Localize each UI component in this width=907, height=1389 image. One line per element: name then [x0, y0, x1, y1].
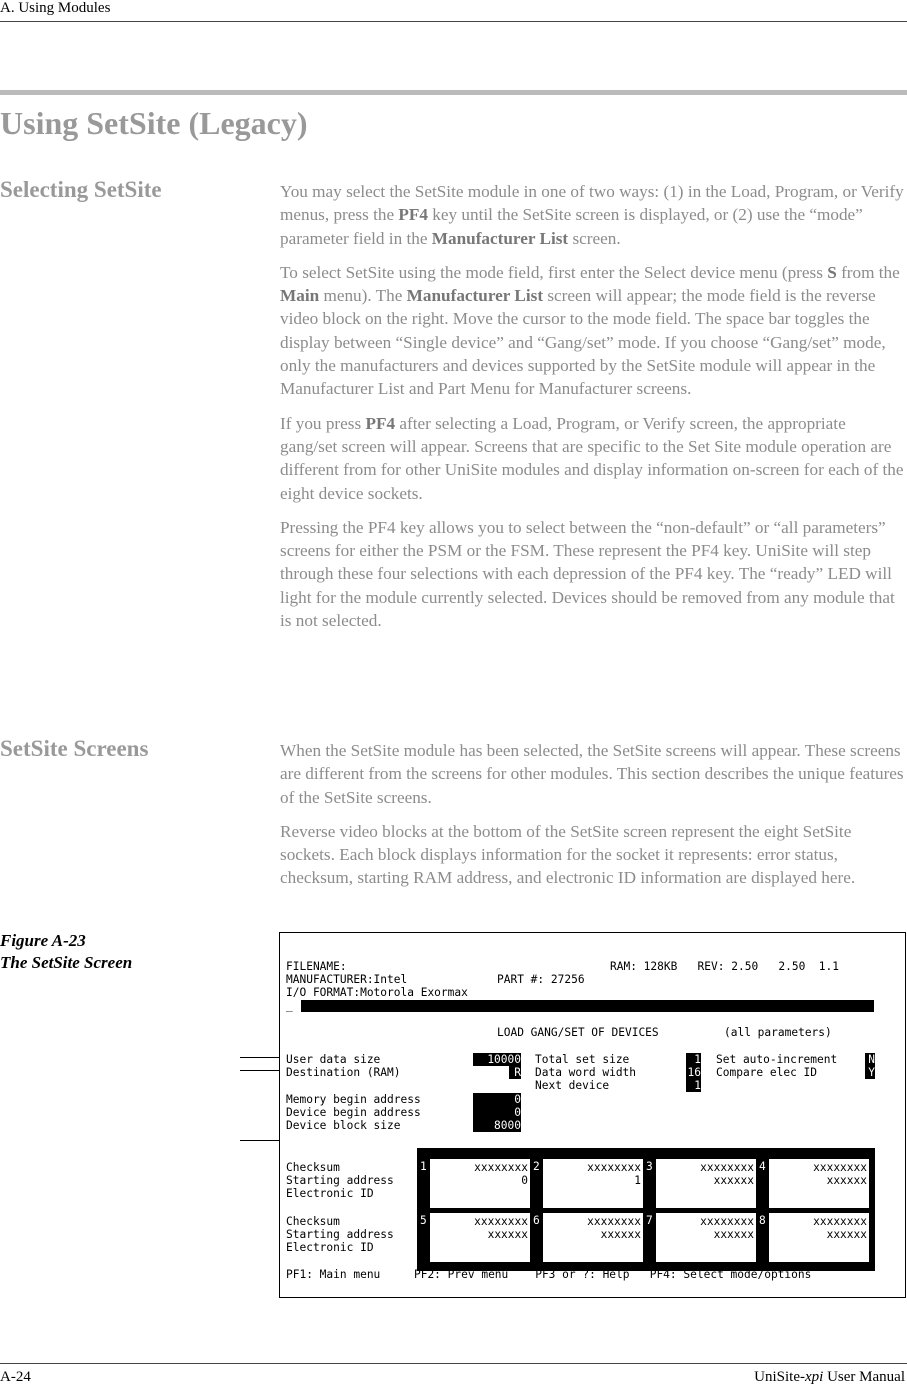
- footer-rule: [0, 1363, 907, 1364]
- socket-checksum: xxxxxxxx: [813, 1161, 867, 1174]
- param-label: Memory begin address: [286, 1093, 421, 1106]
- param-value[interactable]: 8000: [473, 1119, 521, 1132]
- socket-checksum: xxxxxxxx: [813, 1215, 867, 1228]
- socket-label: Starting address: [286, 1228, 394, 1241]
- socket-start: xxxxxx: [600, 1228, 641, 1241]
- io-format-line: I/O FORMAT:Motorola Exormax: [286, 986, 468, 999]
- function-key-bar: PF1: Main menu PF2: Prev menu PF3 or ?: Help PF4: Select mode/options: [286, 1268, 812, 1281]
- header-rule: [0, 21, 907, 22]
- param-label: Next device: [535, 1079, 610, 1092]
- paragraph: If you press PF4 after selecting a Load, Program, or Verify screen, the appropriate gang/set screen will appear. Screens that are specific to the Set Site module operation are different from for other UniSite modules and display information on-screen for each of the eight device sockets.: [280, 413, 904, 503]
- figure-label: Figure A-23: [0, 931, 86, 950]
- socket-label: Electronic ID: [286, 1187, 374, 1200]
- figure-caption: [0, 930, 132, 974]
- socket-label: Checksum: [286, 1161, 340, 1174]
- socket-start: xxxxxx: [713, 1228, 754, 1241]
- bold-term: S: [827, 262, 837, 282]
- bold-term: PF4: [365, 413, 396, 433]
- page-title: Using SetSite (Legacy): [0, 105, 308, 141]
- part-line: PART #: 27256: [497, 973, 585, 986]
- socket-number: 6: [533, 1214, 540, 1227]
- param-value[interactable]: N: [865, 1053, 875, 1066]
- ram-rev-line: RAM: 128KB REV: 2.50 2.50 1.1: [610, 960, 840, 973]
- setsite-screen: [279, 932, 906, 1298]
- socket-label: Electronic ID: [286, 1241, 374, 1254]
- param-label: Destination (RAM): [286, 1066, 401, 1079]
- socket-number: 2: [533, 1160, 540, 1173]
- param-label: Set auto-increment: [716, 1053, 838, 1066]
- bold-term: Manufacturer List: [406, 286, 544, 306]
- manual-title: [754, 1369, 905, 1386]
- command-line-bar: [301, 1000, 874, 1012]
- mode-note: (all parameters): [724, 1026, 832, 1039]
- param-value[interactable]: 16: [687, 1066, 701, 1079]
- socket-start: xxxxxx: [826, 1174, 867, 1187]
- param-value[interactable]: 1: [686, 1053, 701, 1066]
- socket-number: 1: [420, 1160, 427, 1173]
- socket-start: 0: [521, 1174, 528, 1187]
- socket-number: 3: [646, 1160, 653, 1173]
- param-label: Device begin address: [286, 1106, 421, 1119]
- socket-checksum: xxxxxxxx: [474, 1161, 528, 1174]
- bold-term: PF4: [398, 205, 428, 225]
- bold-term: Main: [280, 286, 320, 306]
- socket-start: xxxxxx: [826, 1228, 867, 1241]
- manufacturer-line: MANUFACTURER:Intel: [286, 973, 408, 986]
- paragraph: Pressing the PF4 key allows you to select between the “non-default” or “all parameters” screens for either the PSM or the FSM. These represent the PF4 key. UniSite will step through these four selections with each depression of the PF4 key. The “ready” LED will light for the module currently selected. Devices should be removed from any module that is not selected.: [280, 517, 895, 631]
- socket-block: [419, 1157, 532, 1210]
- param-label: Device block size: [286, 1119, 401, 1132]
- manual-title-suffix: User Manual: [823, 1369, 905, 1385]
- running-header: A. Using Modules: [0, 0, 111, 16]
- filename-label: FILENAME:: [286, 960, 347, 973]
- socket-number: 8: [759, 1214, 766, 1227]
- paragraph: Reverse video blocks at the bottom of the SetSite screen represent the eight SetSite sockets. Each block displays information for the socket it represents: error status, checksum, starting RAM address, and electronic ID information are displayed here.: [280, 821, 856, 888]
- param-value[interactable]: 1: [686, 1079, 701, 1092]
- mode-title: LOAD GANG/SET OF DEVICES: [497, 1026, 659, 1039]
- socket-checksum: xxxxxxxx: [587, 1161, 641, 1174]
- manual-title-italic: xpi: [805, 1369, 824, 1385]
- socket-checksum: xxxxxxxx: [474, 1215, 528, 1228]
- manual-title-prefix: UniSite-: [754, 1369, 806, 1385]
- param-value[interactable]: Y: [865, 1066, 875, 1079]
- section-body-selecting: [280, 180, 905, 643]
- param-value[interactable]: 10000: [473, 1053, 521, 1066]
- param-label: Compare elec ID: [716, 1066, 818, 1079]
- bold-term: Manufacturer List: [431, 228, 569, 248]
- page-number: A-24: [0, 1369, 31, 1385]
- socket-checksum: xxxxxxxx: [700, 1161, 754, 1174]
- socket-start: xxxxxx: [713, 1174, 754, 1187]
- socket-label: Starting address: [286, 1174, 394, 1187]
- socket-label: Checksum: [286, 1215, 340, 1228]
- socket-number: 7: [646, 1214, 653, 1227]
- socket-block: [532, 1211, 645, 1264]
- socket-block: [758, 1157, 871, 1210]
- socket-block: [419, 1211, 532, 1264]
- section-heading-screens: SetSite Screens: [0, 736, 149, 761]
- param-value[interactable]: R: [509, 1066, 521, 1079]
- paragraph: When the SetSite module has been selected, the SetSite screens will appear. These screens are different from the screens for other modules. This section describes the unique features of the SetSite screens.: [280, 741, 904, 807]
- socket-checksum: xxxxxxxx: [700, 1215, 754, 1228]
- figure-title: The SetSite Screen: [0, 953, 133, 972]
- socket-block: [532, 1157, 645, 1210]
- socket-block: [645, 1211, 758, 1264]
- param-value[interactable]: 0: [473, 1106, 521, 1119]
- socket-start: 1: [634, 1174, 641, 1187]
- paragraph: To select SetSite using the mode field, first enter the Select device menu (press S from the Main menu). The Manufacturer List screen will appear; the mode field is the reverse video block on the right. Move the cursor to the mode field. The space bar toggles the display between “Single device” and “Gang/set” mode. If you choose “Gang/set” mode, only the manufacturers and devices supported by the SetSite module will appear in the Manufacturer List and Part Menu for Manufacturer screens.: [280, 262, 900, 399]
- title-rule: [0, 90, 907, 95]
- param-label: Data word width: [535, 1066, 637, 1079]
- socket-number: 4: [759, 1160, 766, 1173]
- paragraph: You may select the SetSite module in one of two ways: (1) in the Load, Program, or Verify menus, press the PF4 key until the SetSite screen is displayed, or (2) use the “mode” parameter field in the Manufacturer List screen.: [280, 182, 904, 248]
- socket-block: [758, 1211, 871, 1264]
- param-label: User data size: [286, 1053, 381, 1066]
- param-value[interactable]: 0: [473, 1093, 521, 1106]
- section-heading-selecting: Selecting SetSite: [0, 177, 162, 202]
- socket-start: xxxxxx: [487, 1228, 528, 1241]
- section-body-screens: [280, 739, 905, 901]
- socket-number: 5: [420, 1214, 427, 1227]
- param-label: Total set size: [535, 1053, 630, 1066]
- cursor: _: [286, 999, 293, 1012]
- socket-checksum: xxxxxxxx: [587, 1215, 641, 1228]
- socket-block: [645, 1157, 758, 1210]
